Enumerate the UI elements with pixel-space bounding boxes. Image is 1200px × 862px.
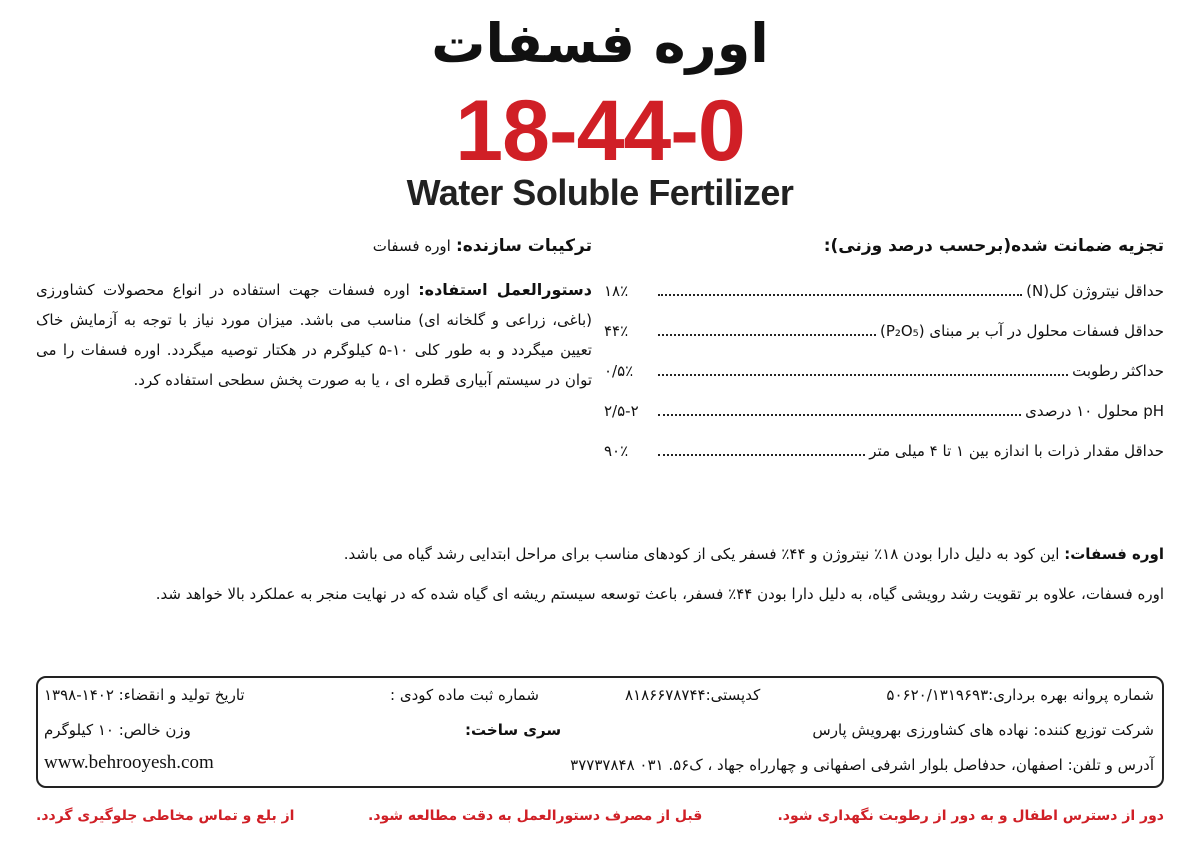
product-title-en: Water Soluble Fertilizer [406, 172, 794, 213]
usage-text: اوره فسفات جهت استفاده در انواع محصولات کشاورزی (باغی، زراعی و گلخانه ای) مناسب می باشد. میزان مورد نیاز با توجه به آزمایش خاک تعیین میگردد و به طور کلی ۱۰-۵ کیلوگرم در هکتار توصیه میگردد. اوره فسفات را می توان در سیستم آبیاری قطره ای ، یا به صورت پخش سطحی استفاده کرد. [36, 281, 592, 389]
description-text-1: این کود به دلیل دارا بودن ۱۸٪ نیتروژن و ۴۴٪ فسفر یکی از کودهای مناسب برای مراحل ابتدایی رشد گیاه می باشد. [343, 545, 1060, 563]
batch-serial: سری ساخت: [465, 721, 562, 739]
net-weight: وزن خالص: ۱۰ کیلوگرم [44, 721, 191, 739]
analysis-row-ph [604, 402, 1164, 420]
address-phone: آدرس و تلفن: اصفهان، حدفاصل بلوار اشرفی اصفهانی و چهارراه جهاد ، ک۵۶. ۰۳۱ ۳۷۷۳۷۸۴۸ [570, 756, 1154, 774]
npk-grade: 18-44-0 [455, 83, 745, 179]
description-paragraph-1 [36, 538, 1164, 570]
website-link[interactable]: www.behrooyesh.com [44, 752, 214, 773]
dotted-leader [658, 322, 876, 336]
license-number: شماره پروانه بهره برداری:۵۰۶۲۰/۱۳۱۹۶۹۳ [886, 686, 1154, 704]
analysis-row-nitrogen [604, 282, 1164, 300]
dotted-leader [658, 282, 1022, 296]
usage-label: دستورالعمل استفاده: [418, 280, 592, 299]
analysis-label: pH محلول ۱۰ درصدی [1025, 402, 1164, 420]
warning-read-instructions: قبل از مصرف دستورالعمل به دقت مطالعه شود. [368, 808, 703, 824]
composition-value: اوره فسفات [372, 237, 451, 255]
composition-label: ترکیبات سازنده: [455, 236, 592, 256]
description-text-2: اوره فسفات، علاوه بر تقویت رشد رویشی گیاه، به دلیل دارا بودن ۴۴٪ فسفر، باعث توسعه سیستم ریشه ای گیاه شده که در نهایت منجر به عملکرد بالا خواهد شد. [155, 585, 1164, 603]
analysis-row-particle-size [604, 442, 1164, 460]
analysis-value: ۲/۵-۲ [604, 402, 639, 420]
analysis-value: ۹۰٪ [604, 442, 629, 460]
analysis-value: ۰/۵٪ [604, 362, 634, 380]
analysis-label: حداقل مقدار ذرات با اندازه بین ۱ تا ۴ میلی متر [869, 442, 1164, 460]
registration-number: شماره ثبت ماده کودی : [390, 686, 539, 704]
analysis-value: ۱۸٪ [604, 282, 629, 300]
composition [36, 236, 592, 256]
production-expiry-dates: تاریخ تولید و انقضاء: ۱۴۰۲-۱۳۹۸ [44, 686, 245, 704]
analysis-label: حداکثر رطوبت [1072, 362, 1164, 380]
analysis-heading: تجزیه ضمانت شده(برحسب درصد وزنی): [823, 236, 1164, 256]
warning-storage: دور از دسترس اطفال و به دور از رطوبت نگهداری شود. [777, 808, 1164, 824]
dotted-leader [658, 362, 1068, 376]
analysis-label: حداقل نیتروژن کل(N) [1026, 282, 1164, 300]
analysis-value: ۴۴٪ [604, 322, 629, 340]
warning-ingestion: از بلع و تماس مخاطی جلوگیری گردد. [36, 808, 295, 824]
distributor: شرکت توزیع کننده: نهاده های کشاورزی بهرویش پارس [812, 721, 1154, 739]
usage-instructions [36, 275, 592, 395]
product-title-fa: اوره فسفات [431, 12, 769, 75]
postal-code: کدپستی:۸۱۸۶۶۷۸۷۴۴ [625, 686, 761, 704]
analysis-row-moisture [604, 362, 1164, 380]
analysis-row-phosphate [604, 322, 1164, 340]
dotted-leader [658, 402, 1021, 416]
description-paragraph-2 [36, 578, 1164, 610]
dotted-leader [658, 442, 865, 456]
analysis-label: حداقل فسفات محلول در آب بر مبنای (P₂O₅) [879, 322, 1164, 340]
description-label: اوره فسفات: [1064, 545, 1164, 563]
